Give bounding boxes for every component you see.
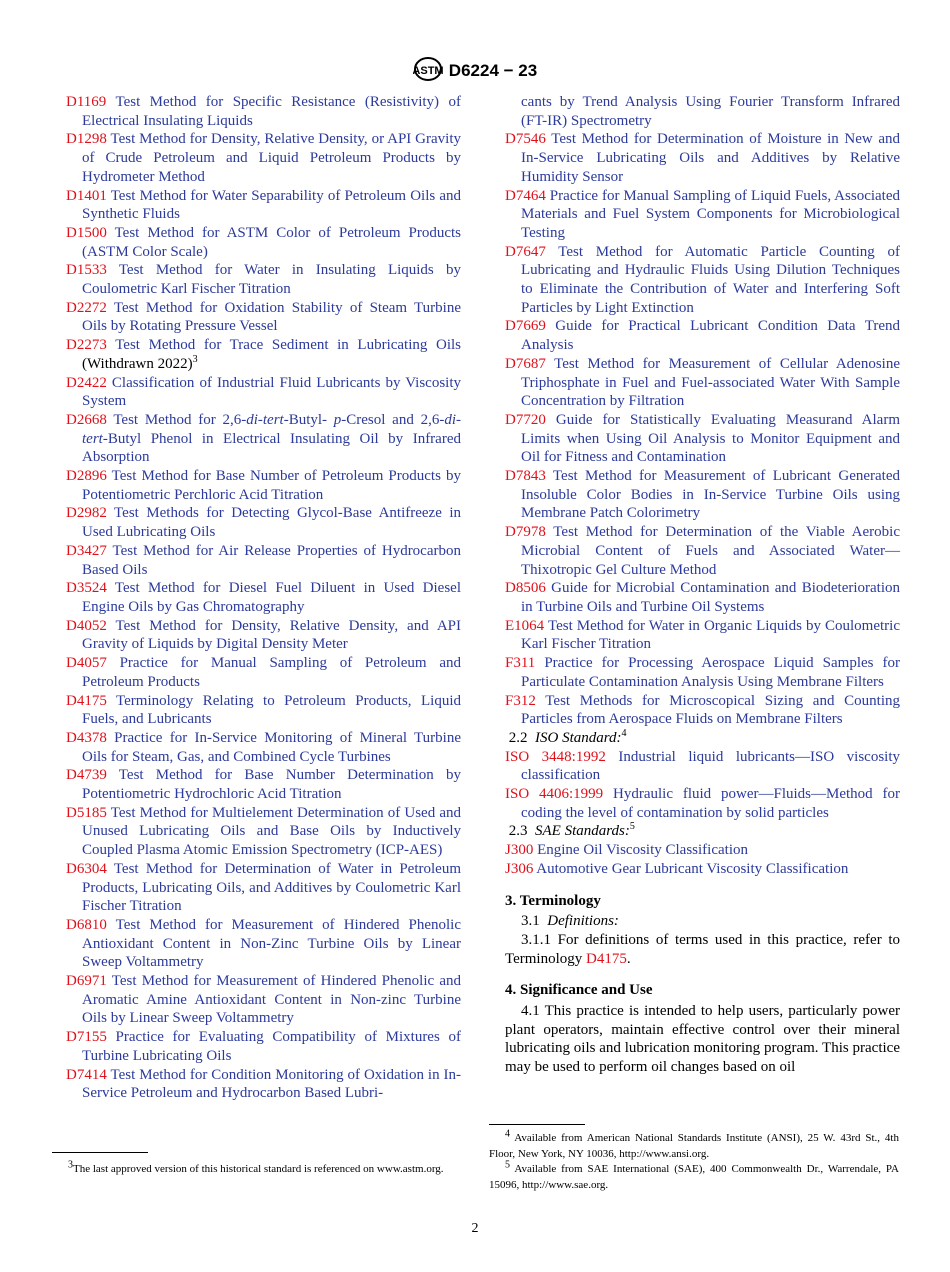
reference-item: [66, 972, 461, 1028]
reference-item: [66, 1066, 461, 1103]
reference-continuation: cants by Trend Analysis Using Fourier Transform Infrared (FT-IR) Spectrometry: [521, 94, 900, 129]
reference-code-link[interactable]: D5185: [66, 804, 107, 821]
reference-title: Test Method for Diesel Fuel Diluent in Used Diesel Engine Oils by Gas Chromatography: [82, 580, 461, 615]
reference-title: Hydraulic fluid power—Fluids—Method for coding the level of contamination by solid particles: [521, 786, 901, 821]
reference-item: [66, 729, 461, 766]
reference-item: [66, 617, 461, 654]
sae-subsection: 2.3 SAE Standards:$^5$: [508, 821, 635, 840]
reference-code-link[interactable]: D6971: [66, 973, 107, 990]
reference-item: [66, 187, 461, 224]
reference-item: [505, 317, 900, 354]
reference-title: Test Method for Measurement of Hindered Phenolic and Aromatic Amine Antioxidant Content in Non-zinc Turbine Oils by Linear Sweep Voltammetry: [82, 973, 461, 1027]
reference-title: Industrial liquid lubricants—ISO viscosity classification: [521, 748, 900, 784]
reference-code-link[interactable]: D2422: [66, 374, 107, 391]
paragraph-3-1-1: 3.1.1 For definitions of terms used in this practice, refer to Terminology D4175.: [505, 931, 900, 967]
reference-title: Test Method for Measurement of Cellular Adenosine Triphosphate in Fuel and Fuel-associated Water With Sample Concentration by Filtration: [521, 355, 900, 410]
reference-item: [66, 93, 461, 130]
reference-item: [505, 654, 900, 691]
reference-item: [66, 299, 461, 336]
reference-item: [66, 692, 461, 729]
footnote-3: $^3$The last approved version of this historical standard is referenced on www.astm.org.: [68, 1159, 444, 1175]
reference-title: (Withdrawn 2022): [82, 355, 193, 372]
reference-title: Guide for Statistically Evaluating Measurand Alarm Limits when Using Oil Analysis to Monitor Equipment and Oil for Fitness and Contamination: [521, 411, 901, 466]
reference-item: [66, 504, 461, 541]
reference-item: [66, 579, 461, 616]
svg-text:ASTM: ASTM: [412, 65, 443, 77]
footnote-rule-left: [52, 1152, 148, 1153]
reference-code-link[interactable]: J300: [505, 842, 534, 859]
section-heading-significance: 4. Significance and Use: [505, 982, 653, 999]
reference-code-link[interactable]: D7546: [505, 131, 546, 148]
reference-title: Practice for Manual Sampling of Liquid Fuels, Associated Materials and Fuel System Components for Microbiological Testing: [521, 187, 901, 241]
reference-item: [505, 617, 900, 654]
reference-title: Test Method for Specific Resistance (Resistivity) of Electrical Insulating Liquids: [82, 94, 461, 129]
reference-code-link[interactable]: D3524: [66, 580, 107, 597]
footnote-5: $^5$ Available from SAE International (SAE), 400 Commonwealth Dr., Warrendale, PA 15096, http://www.sae.org.: [489, 1159, 899, 1191]
reference-code-link[interactable]: D2273: [66, 337, 107, 354]
reference-code-link[interactable]: D3427: [66, 542, 107, 559]
reference-code-link[interactable]: D1500: [66, 224, 107, 241]
reference-code-link[interactable]: D2982: [66, 505, 107, 522]
reference-title: Test Method for Automatic Particle Counting of Lubricating and Hydraulic Fluids Using Dilution Techniques to Eliminate the Contribution of Water and Interfering Soft Particles by Light Extinction: [521, 243, 900, 316]
reference-title: Practice for Evaluating Compatibility of Mixtures of Turbine Lubricating Oils: [82, 1029, 462, 1064]
iso-subsection: 2.2 ISO Standard:$^4$: [508, 727, 627, 746]
reference-code-link[interactable]: D7720: [505, 411, 546, 428]
reference-code-link[interactable]: D7155: [66, 1029, 107, 1046]
reference-code-link[interactable]: D6810: [66, 916, 107, 933]
reference-item: [505, 860, 900, 879]
reference-code-link[interactable]: D4739: [66, 767, 107, 784]
reference-code-link[interactable]: D4052: [66, 617, 107, 634]
reference-item: [66, 224, 461, 261]
reference-title: 3: [192, 353, 198, 365]
reference-code-link[interactable]: D7843: [505, 468, 546, 485]
paragraph-3-1: 3.1 Definitions:: [521, 913, 619, 930]
reference-code-link[interactable]: D4378: [66, 729, 107, 746]
reference-title: Test Method for Density, Relative Density, or API Gravity of Crude Petroleum and Liquid Petroleum Products by Hydrometer Method: [82, 131, 461, 185]
reference-item: [505, 467, 900, 523]
reference-title: Test Method for Water in Insulating Liquids by Coulometric Karl Fischer Titration: [82, 262, 462, 298]
link-d4175[interactable]: D4175: [586, 950, 627, 967]
reference-item: [505, 579, 900, 616]
reference-code-link[interactable]: D7647: [505, 243, 546, 260]
reference-title: Guide for Microbial Contamination and Biodeterioration in Turbine Oils and Turbine Oil Systems: [521, 580, 901, 615]
reference-item: [66, 542, 461, 579]
reference-code-link[interactable]: D1401: [66, 187, 107, 204]
reference-item: [66, 916, 461, 972]
section-heading-terminology: 3. Terminology: [505, 892, 601, 909]
left-column: [66, 93, 461, 1103]
reference-title: Test Method for 2,6-: [113, 411, 247, 428]
reference-title: -Butyl Phenol in Electrical Insulating Oil by Infrared Absorption: [82, 430, 461, 466]
reference-title: p: [333, 411, 342, 428]
page-number: 2: [471, 1221, 479, 1236]
reference-title: Test Method for Determination of Water in Petroleum Products, Lubricating Oils, and Additives by Coulometric Karl Fischer Titration: [82, 860, 461, 915]
reference-title: Classification of Industrial Fluid Lubricants by Viscosity System: [82, 374, 462, 410]
reference-title: Test Method for Water Separability of Petroleum Oils and Synthetic Fluids: [82, 187, 461, 223]
reference-code-link[interactable]: F312: [505, 692, 536, 709]
footnote-rule-right: [489, 1124, 585, 1125]
reference-title: Test Method for Base Number Determination by Potentiometric Hydrochloric Acid Titration: [82, 767, 461, 803]
reference-code-link[interactable]: D8506: [505, 580, 546, 597]
reference-code-link[interactable]: D2272: [66, 299, 107, 316]
right-column: [505, 93, 900, 1077]
reference-code-link[interactable]: ISO 4406:1999: [505, 786, 604, 803]
reference-code-link[interactable]: D1533: [66, 262, 107, 279]
reference-title: Test Method for Trace Sediment in Lubricating Oils: [115, 337, 461, 354]
reference-item: [505, 785, 900, 822]
reference-item: [66, 654, 461, 691]
reference-item: [66, 804, 461, 860]
reference-title: Test Method for Multielement Determination of Used and Unused Lubricating Oils and Base Oils by Inductively Coupled Plasma Atomic Emission Spectrometry (ICP-AES): [82, 804, 461, 859]
reference-code-link[interactable]: J306: [505, 860, 534, 877]
reference-title: Test Methods for Microscopical Sizing and Counting Particles from Aerospace Fluids on Membrane Filters: [521, 692, 900, 728]
reference-item: [66, 336, 461, 373]
reference-code-link[interactable]: D1298: [66, 131, 107, 148]
reference-item: [66, 1028, 461, 1065]
reference-title: Automotive Gear Lubricant Viscosity Classification: [536, 860, 849, 877]
reference-title: -Butyl-: [283, 411, 334, 428]
reference-title: Practice for Manual Sampling of Petroleum and Petroleum Products: [82, 655, 461, 690]
reference-title: Practice for Processing Aerospace Liquid Samples for Particulate Contamination Analysis Using Membrane Filters: [521, 655, 901, 690]
designation: D6224 − 23: [448, 60, 538, 80]
reference-item: [505, 523, 900, 579]
reference-code-link[interactable]: D2668: [66, 411, 107, 428]
reference-title: Test Methods for Detecting Glycol-Base Antifreeze in Used Lubricating Oils: [82, 505, 462, 541]
reference-title: Test Method for Condition Monitoring of Oxidation in In-Service Petroleum and Hydrocarbon Based Lubri-: [82, 1066, 462, 1102]
astm-logo-icon: [413, 56, 443, 87]
reference-item: [505, 411, 900, 467]
reference-item: [66, 374, 461, 411]
reference-code-link[interactable]: D2896: [66, 468, 107, 485]
reference-title: Test Method for ASTM Color of Petroleum Products (ASTM Color Scale): [82, 224, 461, 260]
reference-title: Terminology Relating to Petroleum Products, Liquid Fuels, and Lubricants: [82, 692, 461, 728]
reference-item: [505, 130, 900, 186]
reference-title: di-tert: [82, 411, 461, 447]
reference-title: Test Method for Base Number of Petroleum Products by Potentiometric Perchloric Acid Titration: [82, 468, 461, 503]
reference-item: [66, 411, 461, 467]
reference-code-link[interactable]: D7978: [505, 524, 546, 541]
reference-code-link[interactable]: D7464: [505, 187, 546, 204]
page-header: [0, 56, 950, 87]
reference-title: di-tert: [246, 411, 284, 428]
reference-item: [66, 130, 461, 186]
reference-code-link[interactable]: E1064: [505, 617, 545, 634]
footnote-4: $^4$ Available from American National Standards Institute (ANSI), 25 W. 43rd St., 4th Floor, New York, NY 10036, http://www.ansi.org.: [489, 1128, 899, 1160]
reference-item: [66, 860, 461, 916]
reference-code-link[interactable]: D7687: [505, 355, 546, 372]
reference-item: [505, 841, 900, 860]
reference-title: -Cresol and 2,6-: [341, 411, 445, 428]
reference-title: Test Method for Water in Organic Liquids by Coulometric Karl Fischer Titration: [521, 617, 900, 653]
reference-item: [505, 243, 900, 318]
reference-item: [505, 187, 900, 243]
reference-code-link[interactable]: D6304: [66, 860, 107, 877]
reference-item: [505, 692, 900, 729]
reference-code-link[interactable]: D7669: [505, 318, 546, 335]
reference-title: Engine Oil Viscosity Classification: [537, 842, 748, 859]
reference-title: Practice for In-Service Monitoring of Mineral Turbine Oils for Steam, Gas, and Combined Cycle Turbines: [82, 729, 462, 765]
reference-code-link[interactable]: ISO 3448:1992: [505, 748, 606, 765]
reference-item: [66, 766, 461, 803]
reference-title: Test Method for Density, Relative Density, and API Gravity of Liquids by Digital Density Meter: [82, 617, 461, 653]
reference-code-link[interactable]: F311: [505, 655, 536, 672]
reference-item: [505, 355, 900, 411]
reference-title: Test Method for Air Release Properties of Hydrocarbon Based Oils: [82, 542, 461, 578]
reference-item: [66, 261, 461, 298]
paragraph-4-1: 4.1 This practice is intended to help users, particularly power plant operators, maintain effective control over their mineral lubricating oils and lubrication monitoring program. This practice may be used to perform oil changes based on oil: [505, 1003, 900, 1076]
reference-code-link[interactable]: D1169: [66, 94, 107, 110]
reference-title: Test Method for Determination of Moisture in New and In-Service Lubricating Oils and Additives by Relative Humidity Sensor: [521, 131, 901, 185]
reference-item: [66, 467, 461, 504]
reference-code-link[interactable]: D7414: [66, 1066, 107, 1083]
reference-item: [505, 748, 900, 785]
reference-title: Test Method for Measurement of Hindered Phenolic Antioxidant Content in Non-Zinc Turbine Oils by Linear Sweep Voltammetry: [82, 916, 461, 971]
reference-code-link[interactable]: D4175: [66, 692, 107, 709]
reference-title: Test Method for Determination of the Viable Aerobic Microbial Content of Fuels and Associated Water—Thixotropic Gel Culture Method: [521, 524, 900, 578]
reference-code-link[interactable]: D4057: [66, 655, 107, 672]
reference-title: Guide for Practical Lubricant Condition Data Trend Analysis: [521, 318, 900, 354]
reference-title: Test Method for Oxidation Stability of Steam Turbine Oils by Rotating Pressure Vessel: [82, 299, 461, 335]
reference-title: Test Method for Measurement of Lubricant Generated Insoluble Color Bodies in In-Service Turbine Oils using Membrane Patch Colorimetry: [521, 468, 900, 522]
